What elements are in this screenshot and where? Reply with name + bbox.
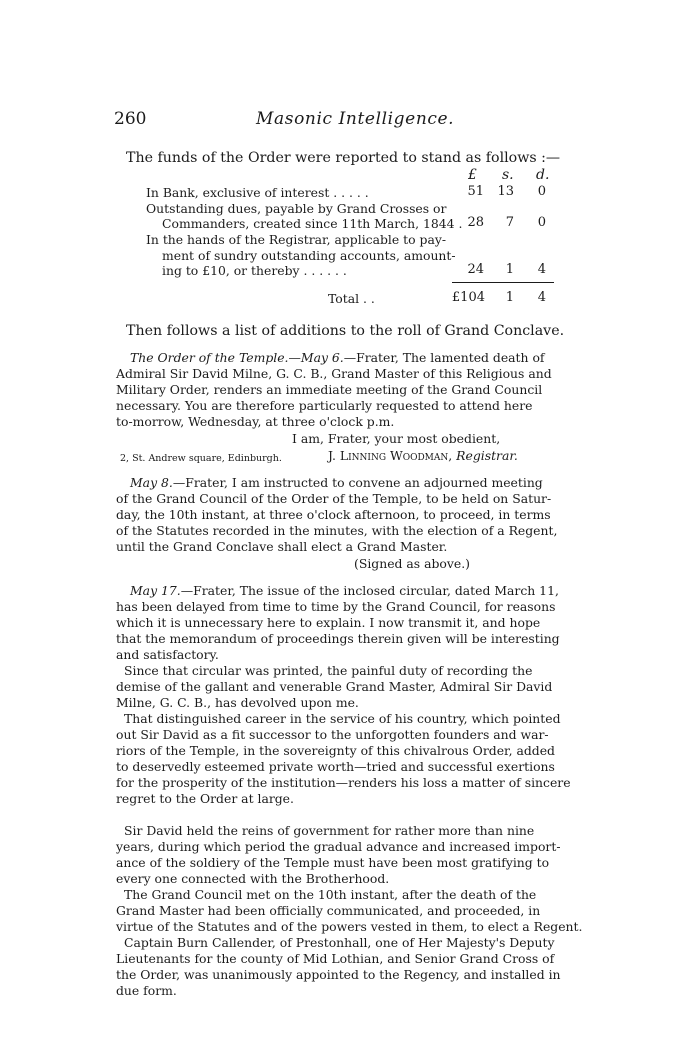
funds-item-bank-shillings: 13 <box>497 184 514 199</box>
funds-total-pounds: £104 <box>451 290 485 305</box>
funds-item-outstanding-line1: Outstanding dues, payable by Grand Crosses or <box>146 201 447 216</box>
para-6-line-4: due form. <box>116 983 177 998</box>
para-3-line-6: regret to the Order at large. <box>116 791 294 806</box>
para-3-line-1: That distinguished career in the service of his country, which pointed <box>124 711 561 726</box>
letter-1-closing: I am, Frater, your most obedient, <box>292 431 501 446</box>
letter-heading-date: May 6. <box>300 350 344 365</box>
registrar-address: 2, St. Andrew square, Edinburgh. <box>120 453 282 464</box>
funds-item-registrar-pounds: 24 <box>467 262 484 277</box>
currency-header-pounds: £ <box>468 167 477 183</box>
para-4-line-4: every one connected with the Brotherhood. <box>116 871 390 886</box>
funds-item-registrar-line3: ing to £10, or thereby . . . . . . <box>162 263 347 278</box>
para-5-line-3: virtue of the Statutes and of the powers vested in them, to elect a Regent. <box>116 919 583 934</box>
letter-2-line-1-text: —Frater, I am instructed to convene an adjourned meeting <box>172 475 543 490</box>
signature-line <box>120 448 282 468</box>
letter-2-signed-note: (Signed as above.) <box>354 556 470 571</box>
letter-heading-text: —Frater, The lamented death of <box>343 350 545 365</box>
registrar-name: J. Linning Woodman, <box>328 448 457 463</box>
currency-header-shillings: s. <box>502 167 514 183</box>
additions-note: Then follows a list of additions to the roll of Grand Conclave. <box>126 323 565 339</box>
funds-total-shillings: 1 <box>505 290 514 305</box>
funds-item-registrar-pence: 4 <box>537 262 546 277</box>
para-3-line-5: for the prosperity of the institution—renders his loss a matter of sincere <box>116 775 571 790</box>
letter-2-line-2: of the Grand Council of the Order of the Temple, to be held on Satur- <box>116 491 552 506</box>
letter-3-line-5: and satisfactory. <box>116 647 219 662</box>
para-4-line-1: Sir David held the reins of government for rather more than nine <box>124 823 535 838</box>
funds-item-bank-pence: 0 <box>537 184 546 199</box>
funds-item-outstanding-pounds: 28 <box>467 215 484 230</box>
registrar-title: Registrar. <box>456 448 518 463</box>
running-header <box>114 109 574 131</box>
funds-item-outstanding-shillings: 7 <box>505 215 514 230</box>
funds-intro: The funds of the Order were reported to stand as follows :— <box>126 150 561 166</box>
letter-1-line-2: Admiral Sir David Milne, G. C. B., Grand Master of this Religious and <box>116 366 552 381</box>
letter-1-line-3: Military Order, renders an immediate meeting of the Grand Council <box>116 382 543 397</box>
letter-1-line-4: necessary. You are therefore particularly requested to attend here <box>116 398 533 413</box>
letter-1-line-5: to-morrow, Wednesday, at three o'clock p.m. <box>116 414 395 429</box>
letter-3-line-4: that the memorandum of proceedings therein given will be interesting <box>116 631 560 646</box>
page-number: 260 <box>114 109 147 129</box>
para-6-line-3: the Order, was unanimously appointed to the Regency, and installed in <box>116 967 561 982</box>
funds-item-registrar-line1: In the hands of the Registrar, applicable to pay- <box>146 232 447 247</box>
letter-heading-title: The Order of the Temple.— <box>130 350 301 365</box>
para-2-line-1: Since that circular was printed, the painful duty of recording the <box>124 663 533 678</box>
funds-item-bank: In Bank, exclusive of interest . . . . . <box>146 185 369 200</box>
funds-item-registrar-shillings: 1 <box>505 262 514 277</box>
funds-item-outstanding-line2: Commanders, created since 11th March, 1844 . <box>162 216 463 231</box>
para-3-line-3: riors of the Temple, in the sovereignty of this chivalrous Order, added <box>116 743 555 758</box>
funds-item-outstanding-pence: 0 <box>537 215 546 230</box>
para-5-line-2: Grand Master had been officially communicated, and proceeded, in <box>116 903 541 918</box>
letter-3-line-1-text: —Frater, The issue of the inclosed circular, dated March 11, <box>180 583 559 598</box>
para-3-line-4: to deservedly esteemed private worth—tried and successful exertions <box>116 759 555 774</box>
letter-2-line-3: day, the 10th instant, at three o'clock afternoon, to proceed, in terms <box>116 507 551 522</box>
para-6-line-1: Captain Burn Callender, of Prestonhall, one of Her Majesty's Deputy <box>124 935 555 950</box>
running-title: Masonic Intelligence. <box>256 109 455 129</box>
letter-2-line-5: until the Grand Conclave shall elect a Grand Master. <box>116 539 448 554</box>
para-4-line-3: ance of the soldiery of the Temple must have been most gratifying to <box>116 855 550 870</box>
funds-total-pence: 4 <box>537 290 546 305</box>
para-5-line-1: The Grand Council met on the 10th instant, after the death of the <box>124 887 537 902</box>
para-6-line-2: Lieutenants for the county of Mid Lothian, and Senior Grand Cross of <box>116 951 555 966</box>
funds-item-bank-pounds: 51 <box>467 184 484 199</box>
letter-3-date: May 17. <box>130 583 181 598</box>
funds-total-label: Total . . <box>328 291 375 306</box>
para-2-line-3: Milne, G. C. B., has devolved upon me. <box>116 695 359 710</box>
registrar-signature <box>328 447 518 465</box>
para-3-line-2: out Sir David as a fit successor to the unforgotten founders and war- <box>116 727 549 742</box>
letter-3-line-2: has been delayed from time to time by the Grand Council, for reasons <box>116 599 556 614</box>
letter-3-line-3: which it is unnecessary here to explain. I now transmit it, and hope <box>116 615 541 630</box>
currency-header-pence: d. <box>536 167 550 183</box>
para-4-line-2: years, during which period the gradual advance and increased import- <box>116 839 561 854</box>
para-2-line-2: demise of the gallant and venerable Grand Master, Admiral Sir David <box>116 679 553 694</box>
letter-2-line-4: of the Statutes recorded in the minutes, with the election of a Regent, <box>116 523 558 538</box>
funds-item-registrar-line2: ment of sundry outstanding accounts, amount- <box>162 248 456 263</box>
letter-2-date: May 8. <box>130 475 173 490</box>
total-rule <box>452 282 554 283</box>
